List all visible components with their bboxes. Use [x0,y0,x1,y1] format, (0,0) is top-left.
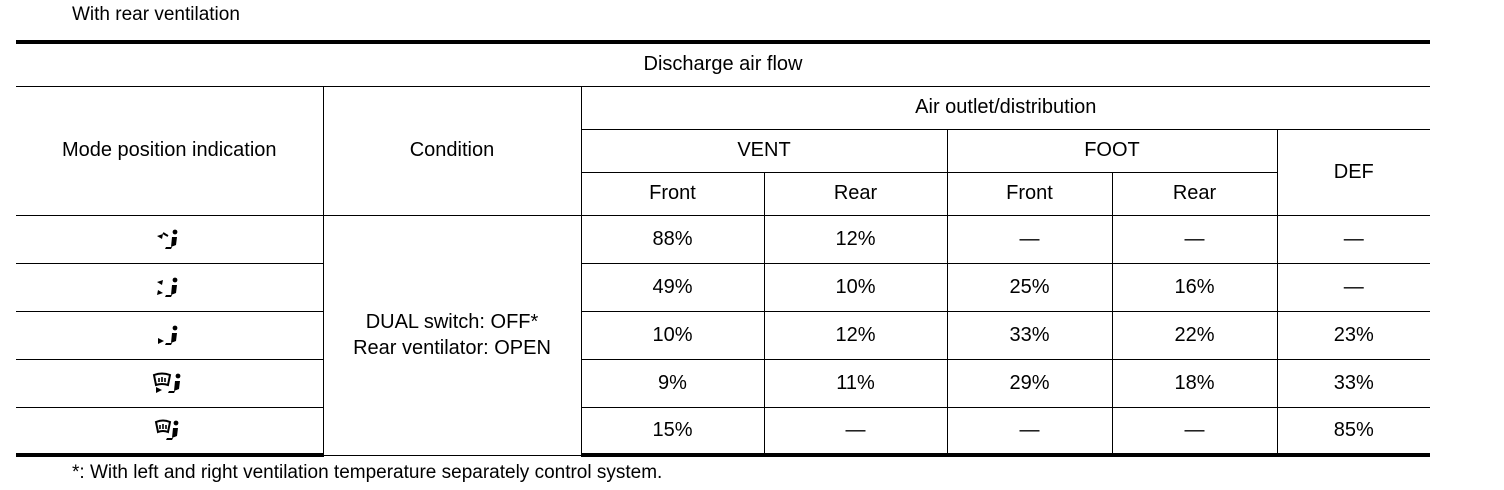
header-vent-front: Front [581,172,764,215]
vent-front-cell: 10% [581,311,764,359]
vent-rear-cell: 11% [764,359,947,407]
header-foot-front: Front [947,172,1112,215]
header-mode: Mode position indication [16,86,323,215]
table-title: Discharge air flow [16,42,1430,86]
def-cell: 85% [1277,407,1430,455]
vent-mode-icon [154,227,184,251]
discharge-air-flow-table [16,40,1430,457]
foot-front-cell: 25% [947,263,1112,311]
header-foot: FOOT [947,129,1277,172]
foot-mode-icon [154,323,184,347]
header-vent-rear: Rear [764,172,947,215]
table-row [16,263,1430,311]
mode-cell [16,215,323,263]
foot-rear-cell: 22% [1112,311,1277,359]
foot-rear-cell: 18% [1112,359,1277,407]
table-row [16,407,1430,455]
foot-front-cell: — [947,215,1112,263]
vent-rear-cell: 10% [764,263,947,311]
vent-rear-cell: — [764,407,947,455]
condition-line-dual: DUAL switch: OFF* [365,311,539,333]
foot-rear-cell: — [1112,215,1277,263]
vent-front-cell: 15% [581,407,764,455]
mode-cell [16,311,323,359]
mode-cell [16,359,323,407]
foot-rear-cell: — [1112,407,1277,455]
foot-def-mode-icon [152,371,186,395]
header-vent: VENT [581,129,947,172]
mode-cell [16,263,323,311]
vent-front-cell: 88% [581,215,764,263]
vent-front-cell: 49% [581,263,764,311]
def-mode-icon [154,418,184,442]
table-row [16,215,1430,263]
header-def: DEF [1277,129,1430,215]
def-cell: 33% [1277,359,1430,407]
foot-rear-cell: 16% [1112,263,1277,311]
table-row [16,311,1430,359]
header-air-outlet: Air outlet/distribution [581,86,1430,129]
footnote: *: With left and right ventilation temperature separately control system. [72,462,663,483]
condition-cell [323,215,581,455]
vent-front-cell: 9% [581,359,764,407]
mode-cell [16,407,323,455]
def-cell: 23% [1277,311,1430,359]
foot-front-cell: 33% [947,311,1112,359]
bi-level-mode-icon [154,275,184,299]
header-foot-rear: Rear [1112,172,1277,215]
header-condition: Condition [323,86,581,215]
def-cell: — [1277,215,1430,263]
vent-rear-cell: 12% [764,311,947,359]
caption: With rear ventilation [72,4,240,25]
condition-line-rear: Rear ventilator: OPEN [353,337,551,359]
table-row [16,359,1430,407]
foot-front-cell: — [947,407,1112,455]
vent-rear-cell: 12% [764,215,947,263]
foot-front-cell: 29% [947,359,1112,407]
def-cell: — [1277,263,1430,311]
